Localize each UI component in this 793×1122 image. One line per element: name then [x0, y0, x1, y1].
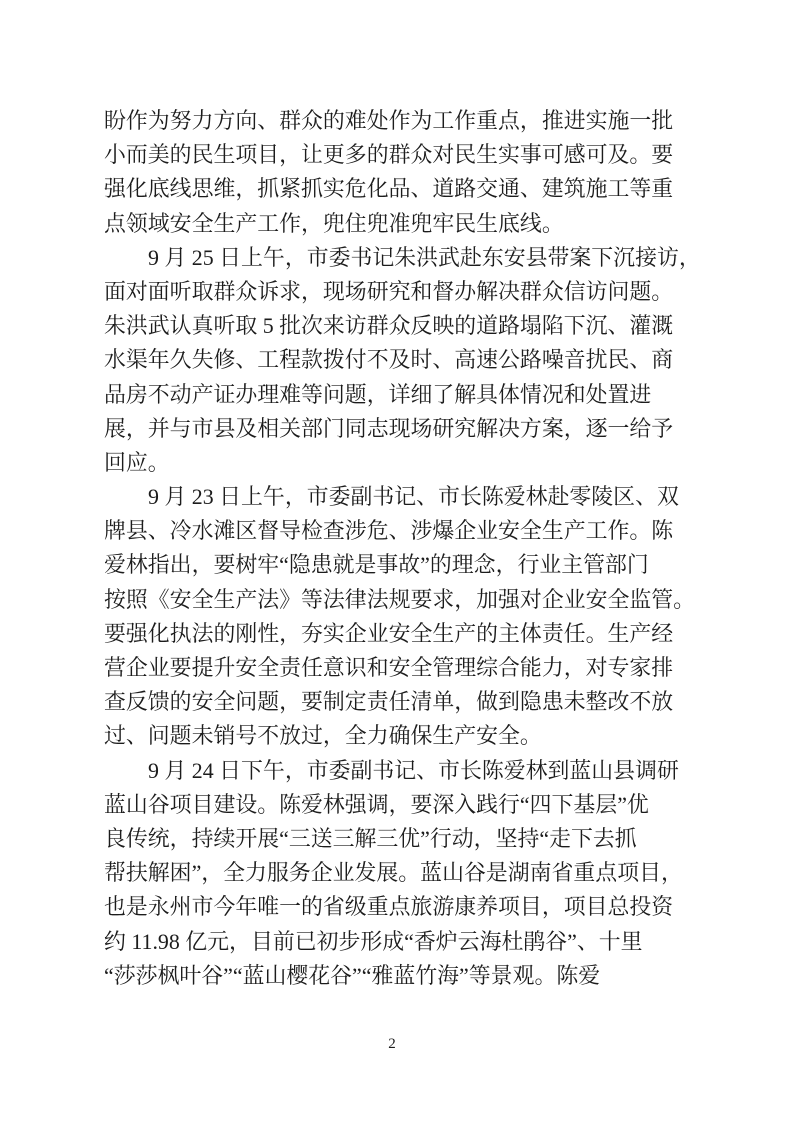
- text-line: 回应。: [104, 449, 170, 475]
- text-line: 点领域安全生产工作，兜住兜准兜牢民生底线。: [104, 210, 564, 236]
- text-line: 过、问题未销号不放过，全力确保生产安全。: [104, 723, 542, 749]
- text-line: 查反馈的安全问题，要制定责任清单，做到隐患未整改不放: [104, 689, 674, 715]
- document-body: [104, 104, 701, 993]
- text-line: 9 月 25 日上午，市委书记朱洪武赴东安县带案下沉接访，: [148, 244, 701, 270]
- text-line: 展，并与市县及相关部门同志现场研究解决方案，逐一给予: [104, 415, 674, 441]
- text-line: 强化底线思维，抓紧抓实危化品、道路交通、建筑施工等重: [104, 176, 674, 202]
- page-number: 2: [388, 1036, 396, 1052]
- text-line: 爱林指出，要树牢“隐患就是事故”的理念，行业主管部门: [104, 552, 649, 578]
- text-line: 盼作为努力方向、群众的难处作为工作重点，推进实施一批: [104, 108, 674, 133]
- text-line: “莎莎枫叶谷”“蓝山樱花谷”“雅蓝竹海”等景观。陈爱: [104, 962, 601, 988]
- text-line: 也是永州市今年唯一的省级重点旅游康养项目，项目总投资: [104, 894, 674, 920]
- text-line: 小而美的民生项目，让更多的群众对民生实事可感可及。要: [104, 142, 674, 168]
- text-line: 9 月 23 日上午，市委副书记、市长陈爱林赴零陵区、双: [148, 484, 679, 510]
- text-line: 朱洪武认真听取 5 批次来访群众反映的道路塌陷下沉、灌溉: [104, 313, 674, 339]
- text-line: 约 11.98 亿元，目前已初步形成“香炉云海杜鹃谷”、十里: [104, 928, 643, 954]
- text-line: 帮扶解困”，全力服务企业发展。蓝山谷是湖南省重点项目，: [104, 860, 683, 886]
- text-line: 营企业要提升安全责任意识和安全管理综合能力，对专家排: [104, 655, 674, 680]
- text-line: 按照《安全生产法》等法律法规要求，加强对企业安全监管。: [104, 586, 696, 612]
- text-line: 品房不动产证办理难等问题，详细了解具体情况和处置进: [104, 381, 652, 407]
- text-line: 水渠年久失修、工程款拨付不及时、高速公路噪音扰民、商: [104, 347, 674, 373]
- text-line: 要强化执法的刚性，夯实企业安全生产的主体责任。生产经: [104, 620, 674, 646]
- text-line: 蓝山谷项目建设。陈爱林强调，要深入践行“四下基层”优: [104, 791, 649, 817]
- text-line: 良传统，持续开展“三送三解三优”行动，坚持“走下去抓: [104, 825, 637, 851]
- text-line: 面对面听取群众诉求，现场研究和督办解决群众信访问题。: [104, 278, 674, 304]
- text-line: 牌县、冷水滩区督导检查涉危、涉爆企业安全生产工作。陈: [104, 518, 674, 544]
- text-line: 9 月 24 日下午，市委副书记、市长陈爱林到蓝山县调研: [148, 757, 679, 783]
